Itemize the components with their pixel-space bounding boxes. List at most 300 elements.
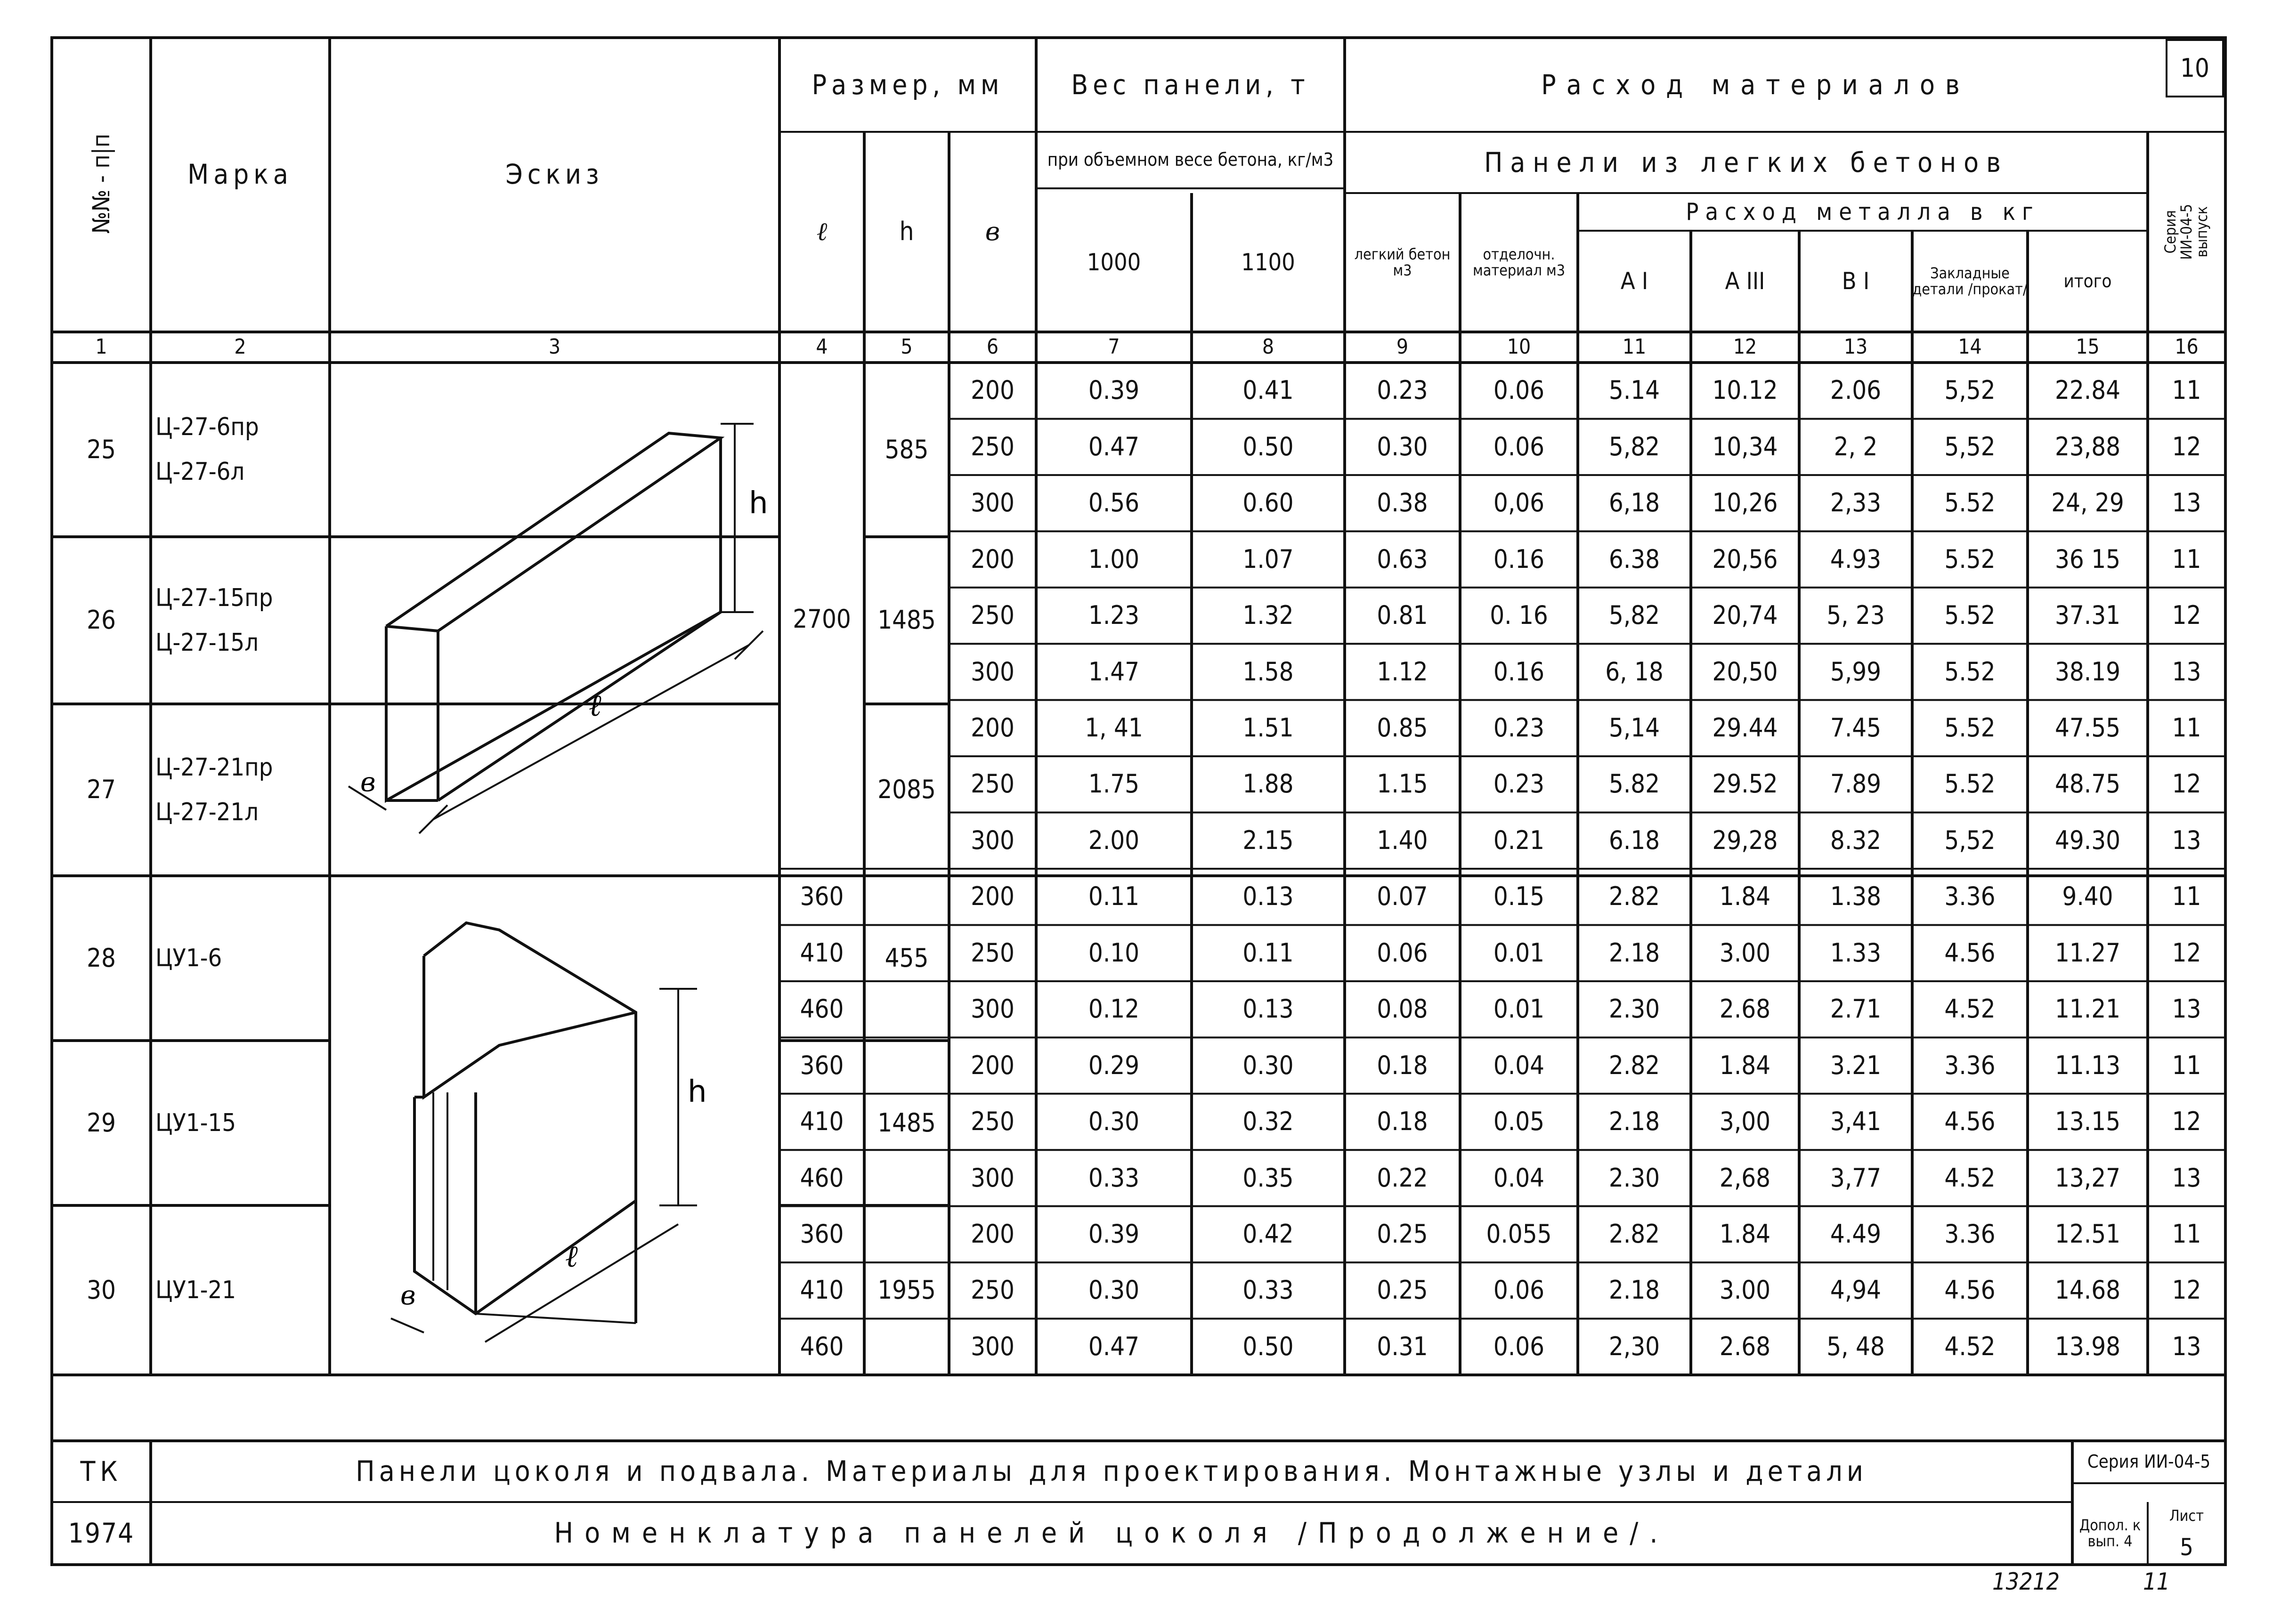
cell-l xyxy=(779,700,864,756)
column-number: 7 xyxy=(1108,335,1120,359)
cell-a3: 29,28 xyxy=(1712,825,1778,855)
cell-emb: 3.36 xyxy=(1944,881,1996,912)
cell-b: 300 xyxy=(971,656,1015,687)
cell-tot: 11.13 xyxy=(2054,1050,2121,1080)
cell-w2: 0.60 xyxy=(1242,488,1294,518)
cell-a3: 1.84 xyxy=(1719,1050,1771,1080)
cell-tot: 9.40 xyxy=(2062,881,2113,912)
cell-emb: 4.56 xyxy=(1944,1107,1996,1137)
cell-emb: 5.52 xyxy=(1944,656,1996,687)
cell-a1: 5.82 xyxy=(1608,769,1660,799)
sketch2-label-l: ℓ xyxy=(565,1239,578,1274)
cell-c: 0.06 xyxy=(1377,937,1428,968)
cell-f: 0.04 xyxy=(1493,1050,1545,1080)
cell-l: 460 xyxy=(800,1331,844,1361)
column-number: 9 xyxy=(1396,335,1409,359)
group-marks xyxy=(155,1205,325,1375)
cell-vyp: 11 xyxy=(2172,713,2201,743)
cell-emb: 5,52 xyxy=(1944,375,1996,405)
cell-f: 0.01 xyxy=(1493,937,1545,968)
cell-tot: 23,88 xyxy=(2054,431,2121,461)
cell-c: 0.63 xyxy=(1377,544,1428,574)
cell-w2: 0.35 xyxy=(1242,1163,1294,1193)
group-height: 455 xyxy=(885,943,929,973)
cell-w1: 0.47 xyxy=(1088,1331,1140,1361)
sketch2-label-b: в xyxy=(400,1280,416,1311)
group-height: 1485 xyxy=(877,605,936,635)
cell-b1: 3,41 xyxy=(1830,1107,1882,1137)
cell-a3: 20,50 xyxy=(1712,656,1778,687)
footer-tk: ТК xyxy=(80,1455,122,1487)
cell-w2: 0.42 xyxy=(1242,1219,1294,1249)
group-height: 585 xyxy=(885,434,929,464)
cell-a1: 5,82 xyxy=(1608,431,1660,461)
cell-w1: 0.39 xyxy=(1088,1219,1140,1249)
cell-w1: 1, 41 xyxy=(1085,713,1143,743)
cell-emb: 5,52 xyxy=(1944,431,1996,461)
cell-w1: 0.56 xyxy=(1088,488,1140,518)
stamp-mark: 11 xyxy=(2143,1568,2170,1595)
cell-f: 0.06 xyxy=(1493,375,1545,405)
group-number: 29 xyxy=(87,1107,116,1138)
cell-w1: 1.75 xyxy=(1088,769,1140,799)
cell-emb: 3.36 xyxy=(1944,1219,1996,1249)
cell-a1: 2.30 xyxy=(1608,1163,1660,1193)
mark-label: Ц-27-15пр xyxy=(155,583,273,612)
column-number: 14 xyxy=(1958,335,1982,359)
cell-emb: 5.52 xyxy=(1944,544,1996,574)
cell-f: 0.23 xyxy=(1493,713,1545,743)
cell-c: 0.31 xyxy=(1377,1331,1428,1361)
cell-vyp: 13 xyxy=(2172,1163,2201,1193)
cell-b1: 2, 2 xyxy=(1834,431,1878,461)
header-weight-sub: при объемном весе бетона, кг/м3 xyxy=(1047,149,1334,170)
cell-w1: 0.33 xyxy=(1088,1163,1140,1193)
cell-w2: 0.30 xyxy=(1242,1050,1294,1080)
column-number: 16 xyxy=(2175,335,2199,359)
column-number: 10 xyxy=(1507,335,1531,359)
cell-b: 250 xyxy=(971,937,1015,968)
header-consumption: Расход материалов xyxy=(1541,68,1970,101)
cell-w1: 0.39 xyxy=(1088,375,1140,405)
cell-f: 0.04 xyxy=(1493,1163,1545,1193)
mark-label: Ц-27-6пр xyxy=(155,413,259,442)
cell-b: 300 xyxy=(971,488,1015,518)
cell-emb: 4.52 xyxy=(1944,1331,1996,1361)
header-size: Размер, мм xyxy=(812,68,1004,101)
cell-a1: 2,30 xyxy=(1608,1331,1660,1361)
cell-emb: 4.56 xyxy=(1944,1275,1996,1305)
cell-f: 0.16 xyxy=(1493,656,1545,687)
column-number: 3 xyxy=(548,335,561,359)
cell-a1: 5.14 xyxy=(1608,375,1660,405)
header-embedded: Закладные детали /прокат/ xyxy=(1912,264,2028,298)
cell-vyp: 13 xyxy=(2172,656,2201,687)
header-series-text: Серия ИИ-04-5 выпуск xyxy=(2161,204,2211,260)
cell-emb: 5.52 xyxy=(1944,769,1996,799)
cell-vyp: 11 xyxy=(2172,881,2201,912)
cell-w1: 0.10 xyxy=(1088,937,1140,968)
cell-l: 460 xyxy=(800,1163,844,1193)
cell-w2: 2.15 xyxy=(1242,825,1294,855)
cell-vyp: 12 xyxy=(2172,1107,2201,1137)
cell-b1: 2,33 xyxy=(1830,488,1882,518)
cell-w1: 1.47 xyxy=(1088,656,1140,687)
header-a3: А III xyxy=(1725,267,1765,295)
cell-w1: 0.29 xyxy=(1088,1050,1140,1080)
cell-w2: 1.32 xyxy=(1242,600,1294,630)
cell-f: 0.16 xyxy=(1493,544,1545,574)
cell-tot: 36 15 xyxy=(2054,544,2121,574)
cell-w1: 0.30 xyxy=(1088,1107,1140,1137)
cell-c: 0.38 xyxy=(1377,488,1428,518)
cell-vyp: 13 xyxy=(2172,488,2201,518)
cell-b: 300 xyxy=(971,1331,1015,1361)
header-w1100: 1100 xyxy=(1241,249,1295,276)
cell-a3: 29.44 xyxy=(1712,713,1778,743)
cell-a1: 2.82 xyxy=(1608,1050,1660,1080)
cell-vyp: 13 xyxy=(2172,1331,2201,1361)
cell-b1: 4.93 xyxy=(1830,544,1882,574)
cell-b: 250 xyxy=(971,1275,1015,1305)
group-marks xyxy=(155,876,325,1041)
cell-f: 0.055 xyxy=(1486,1219,1552,1249)
cell-a1: 5,82 xyxy=(1608,600,1660,630)
sketch-label-h: h xyxy=(749,486,768,521)
mark-label: Ц-27-21пр xyxy=(155,753,273,782)
sheet-number: 10 xyxy=(2180,53,2209,83)
cell-w2: 0.13 xyxy=(1242,994,1294,1024)
cell-tot: 48.75 xyxy=(2054,769,2121,799)
cell-emb: 5,52 xyxy=(1944,825,1996,855)
cell-a1: 2.18 xyxy=(1608,1275,1660,1305)
cell-w2: 0.50 xyxy=(1242,1331,1294,1361)
cell-emb: 4.52 xyxy=(1944,1163,1996,1193)
header-l: ℓ xyxy=(816,217,828,247)
footer-year: 1974 xyxy=(68,1517,135,1550)
cell-a1: 2.82 xyxy=(1608,881,1660,912)
group-marks xyxy=(155,704,325,876)
cell-c: 0.85 xyxy=(1377,713,1428,743)
cell-a3: 1.84 xyxy=(1719,881,1771,912)
column-number: 11 xyxy=(1622,335,1647,359)
header-h: h xyxy=(899,217,914,247)
column-number: 6 xyxy=(986,335,999,359)
sketch-label-l: ℓ xyxy=(589,688,601,723)
cell-l xyxy=(779,419,864,475)
cell-b1: 7.89 xyxy=(1830,769,1882,799)
mark-label: Ц-27-6л xyxy=(155,458,245,486)
column-number: 8 xyxy=(1262,335,1274,359)
cell-l xyxy=(779,475,864,531)
header-total: итого xyxy=(2063,270,2112,291)
cell-b1: 4,94 xyxy=(1830,1275,1882,1305)
cell-w2: 0.32 xyxy=(1242,1107,1294,1137)
cell-b1: 1.33 xyxy=(1830,937,1882,968)
group-marks xyxy=(155,363,325,537)
cell-emb: 4.52 xyxy=(1944,994,1996,1024)
cell-l xyxy=(779,363,864,419)
cell-emb: 5.52 xyxy=(1944,488,1996,518)
cell-f: 0.15 xyxy=(1493,881,1545,912)
cell-c: 1.15 xyxy=(1377,769,1428,799)
cell-tot: 13,27 xyxy=(2054,1163,2121,1193)
cell-l xyxy=(779,644,864,700)
cell-b1: 5, 48 xyxy=(1826,1331,1885,1361)
cell-c: 0.22 xyxy=(1377,1163,1428,1193)
cell-tot: 37.31 xyxy=(2054,600,2121,630)
header-finish-material: отделочн. материал м3 xyxy=(1472,245,1566,279)
cell-c: 0.08 xyxy=(1377,994,1428,1024)
cell-b: 250 xyxy=(971,431,1015,461)
cell-tot: 13.98 xyxy=(2054,1331,2121,1361)
cell-vyp: 11 xyxy=(2172,1050,2201,1080)
cell-f: 0.06 xyxy=(1493,1331,1545,1361)
cell-c: 0.18 xyxy=(1377,1107,1428,1137)
cell-a1: 2.30 xyxy=(1608,994,1660,1024)
cell-b: 250 xyxy=(971,769,1015,799)
cell-a1: 6.18 xyxy=(1608,825,1660,855)
header-metal: Расход металла в кг xyxy=(1686,198,2040,226)
column-number: 2 xyxy=(234,335,246,359)
footer-sheet-label: Лист xyxy=(2169,1507,2204,1525)
cell-l: 410 xyxy=(800,1275,844,1305)
sketch2-label-h: h xyxy=(688,1075,707,1109)
cell-w2: 1.07 xyxy=(1242,544,1294,574)
cell-b1: 5,99 xyxy=(1830,656,1882,687)
cell-l: 410 xyxy=(800,1107,844,1137)
cell-emb: 5.52 xyxy=(1944,713,1996,743)
cell-b: 300 xyxy=(971,1163,1015,1193)
cell-c: 0.25 xyxy=(1377,1219,1428,1249)
cell-w2: 0.11 xyxy=(1242,937,1294,968)
cell-tot: 38.19 xyxy=(2054,656,2121,687)
drawing-sheet: h ℓ в h ℓ в 10 №№ - п|п Марка Эскиз Размер, мм ℓ h в Вес панели, т при объемном весе бетона, кг/м3 1000 1100 Расход материалов Панели из легких бетонов легкий бетон м3 отделочн. материал м3 Расход металла в кг А I А III В I Закладные детали /прокат/ итого Серия ИИ-04-5 выпуск 1 2 3 4 5 6 7 8 9 10 11 12 13 14 15 16 25 Ц-27-6пр Ц-27-6л 585 26 Ц-27-15пр Ц-27-15л 1485 27 Ц-27-21пр Ц-27-21л 2085 28 ЦУ1-6 455 29 ЦУ1-15 1485 30 ЦУ1-21 1955 2700 200 0.39 0.41 0.23 0.06 5.14 10.12 2.06 5,52 22.84 11 250 0.47 0.50 0.30 0.06 5,82 10,34 2, 2 5,52 23,88 12 300 0.56 0.60 0.38 0,06 6,18 10,26 2,33 5.52 24, 29 13 200 1.00 1.07 0.63 0.16 6.38 20,56 4.93 5.52 36 15 11 250 1.23 1.32 0.81 0. 16 5,82 20,74 5, 23 5.52 37.31 12 300 1.47 1.58 1.12 0.16 6, 18 20,50 5,99 5.52 38.19 13 200 1, 41 1.51 0.85 0.23 5,14 29.44 7.45 5.52 47.55 11 250 1.75 1.88 1.15 0.23 5.82 29.52 7.89 5.52 48.75 12 300 2.00 2.15 1.40 0.21 6.18 29,28 8.32 5,52 49.30 13 360 200 0.11 0.13 0.07 0.15 2.82 1.84 1.38 3.36 9.40 11 410 250 0.10 0.11 0.06 0.01 2.18 3.00 1.33 4.56 11.27 12 460 300 0.12 0.13 0.08 0.01 2.30 2.68 2.71 4.52 11.21 13 360 200 0.29 0.30 0.18 0.04 2.82 1.84 3.21 3.36 11.13 11 410 250 0.30 0.32 0.18 0.05 2.18 3,00 3,41 4.56 13.15 12 460 300 0.33 0.35 0.22 0.04 2.30 2,68 3,77 4.52 13,27 13 360 200 0.39 0.42 0.25 0.055 2.82 1.84 4.49 3.36 12.51 11 410 250 0.30 0.33 0.25 0.06 2.18 3.00 4,94 4.56 14.68 12 460 300 0.47 0.50 0.31 0.06 2,30 2.68 5, 48 4.52 13.98 13 ТК 1974 Панели цоколя и подвала. Материалы для проектирования. Монтажные узлы и детали Номенклатура панелей цоколя /Продолжение/. Серия ИИ-04-5 Допол. к вып. 4 Лист 5 13212 11 xyxy=(0,0,2281,1624)
column-number: 12 xyxy=(1733,335,1757,359)
footer-vyp: Допол. к вып. 4 xyxy=(2079,1516,2141,1550)
group-number: 27 xyxy=(87,775,116,805)
cell-c: 1.40 xyxy=(1377,825,1428,855)
cell-w2: 0.41 xyxy=(1242,375,1294,405)
header-b: в xyxy=(985,217,1000,247)
cell-tot: 13.15 xyxy=(2054,1107,2121,1137)
header-a1: А I xyxy=(1620,267,1648,295)
cell-l: 360 xyxy=(800,1050,844,1080)
sketch-label-b: в xyxy=(360,767,376,798)
cell-tot: 11.21 xyxy=(2054,994,2121,1024)
cell-c: 0.81 xyxy=(1377,600,1428,630)
cell-w1: 0.12 xyxy=(1088,994,1140,1024)
cell-emb: 3.36 xyxy=(1944,1050,1996,1080)
cell-w1: 0.11 xyxy=(1088,881,1140,912)
cell-l xyxy=(779,813,864,869)
cell-emb: 4.56 xyxy=(1944,937,1996,968)
column-number: 4 xyxy=(816,335,828,359)
cell-b: 200 xyxy=(971,881,1015,912)
cell-l xyxy=(779,531,864,587)
cell-tot: 14.68 xyxy=(2054,1275,2121,1305)
cell-vyp: 12 xyxy=(2172,1275,2201,1305)
cell-a3: 10,34 xyxy=(1712,431,1778,461)
cell-b1: 2.71 xyxy=(1830,994,1882,1024)
group-number: 26 xyxy=(87,605,116,635)
cell-w1: 0.30 xyxy=(1088,1275,1140,1305)
cell-a3: 10.12 xyxy=(1712,375,1778,405)
cell-b: 200 xyxy=(971,713,1015,743)
cell-a3: 3.00 xyxy=(1719,1275,1771,1305)
group-height: 2085 xyxy=(877,775,936,805)
header-mark: Марка xyxy=(187,158,293,190)
cell-vyp: 11 xyxy=(2172,544,2201,574)
cell-vyp: 13 xyxy=(2172,825,2201,855)
cell-f: 0.06 xyxy=(1493,431,1545,461)
group-marks xyxy=(155,1041,325,1205)
cell-b: 250 xyxy=(971,1107,1015,1137)
cell-b1: 4.49 xyxy=(1830,1219,1882,1249)
cell-w1: 1.23 xyxy=(1088,600,1140,630)
header-series xyxy=(2148,132,2225,332)
cell-b: 200 xyxy=(971,375,1015,405)
cell-f: 0.01 xyxy=(1493,994,1545,1024)
cell-emb: 5.52 xyxy=(1944,600,1996,630)
cell-b: 300 xyxy=(971,825,1015,855)
cell-a3: 20,74 xyxy=(1712,600,1778,630)
cell-b: 200 xyxy=(971,1219,1015,1249)
cell-vyp: 12 xyxy=(2172,431,2201,461)
cell-w2: 0.33 xyxy=(1242,1275,1294,1305)
cell-a1: 6.38 xyxy=(1608,544,1660,574)
cell-b: 200 xyxy=(971,1050,1015,1080)
header-sketch: Эскиз xyxy=(505,158,604,190)
cell-w1: 1.00 xyxy=(1088,544,1140,574)
column-number: 1 xyxy=(95,335,107,359)
mark-label: Ц-27-21л xyxy=(155,798,259,826)
header-light-concrete: легкий бетон м3 xyxy=(1354,245,1451,279)
mark-label: ЦУ1-21 xyxy=(155,1276,236,1304)
footer-title2: Номенклатура панелей цоколя /Продолжение/. xyxy=(554,1517,1669,1550)
cell-a1: 6,18 xyxy=(1608,488,1660,518)
cell-b1: 8.32 xyxy=(1830,825,1882,855)
cell-tot: 49.30 xyxy=(2054,825,2121,855)
cell-c: 0.18 xyxy=(1377,1050,1428,1080)
cell-a3: 2,68 xyxy=(1719,1163,1771,1193)
cell-tot: 24, 29 xyxy=(2051,488,2124,518)
cell-a1: 6, 18 xyxy=(1605,656,1664,687)
cell-f: 0.21 xyxy=(1493,825,1545,855)
sketch-flat-panel xyxy=(349,424,768,833)
cell-a3: 2.68 xyxy=(1719,1331,1771,1361)
cell-b: 250 xyxy=(971,600,1015,630)
cell-b1: 3,77 xyxy=(1830,1163,1882,1193)
header-b1: В I xyxy=(1842,267,1870,295)
cell-a3: 3.00 xyxy=(1719,937,1771,968)
cell-l xyxy=(779,756,864,812)
cell-l: 410 xyxy=(800,937,844,968)
cell-l: 360 xyxy=(800,1219,844,1249)
cell-l xyxy=(779,588,864,644)
group-number: 25 xyxy=(87,434,116,464)
header-panels-light: Панели из легких бетонов xyxy=(1484,146,2008,178)
column-number: 15 xyxy=(2076,335,2100,359)
footer-title1: Панели цоколя и подвала. Материалы для проектирования. Монтажные узлы и детали xyxy=(356,1454,1867,1488)
cell-l: 460 xyxy=(800,994,844,1024)
cell-vyp: 12 xyxy=(2172,600,2201,630)
cell-vyp: 12 xyxy=(2172,769,2201,799)
mark-label: ЦУ1-6 xyxy=(155,944,222,972)
cell-f: 0.05 xyxy=(1493,1107,1545,1137)
cell-f: 0,06 xyxy=(1493,488,1545,518)
cell-l: 360 xyxy=(800,881,844,912)
header-weight: Вес панели, т xyxy=(1071,68,1310,101)
cell-vyp: 11 xyxy=(2172,1219,2201,1249)
cell-b1: 2.06 xyxy=(1830,375,1882,405)
group-number: 30 xyxy=(87,1275,116,1305)
cell-w1: 0.47 xyxy=(1088,431,1140,461)
cell-w1: 2.00 xyxy=(1088,825,1140,855)
cell-a1: 2.18 xyxy=(1608,1107,1660,1137)
cell-f: 0. 16 xyxy=(1490,600,1548,630)
cell-a1: 2.82 xyxy=(1608,1219,1660,1249)
cell-a3: 29.52 xyxy=(1712,769,1778,799)
group-height: 1485 xyxy=(877,1107,936,1138)
cell-tot: 22.84 xyxy=(2054,375,2121,405)
footer-sheet-num: 5 xyxy=(2180,1534,2193,1561)
cell-vyp: 13 xyxy=(2172,994,2201,1024)
column-number: 13 xyxy=(1843,335,1868,359)
cell-a3: 2.68 xyxy=(1719,994,1771,1024)
sketch-corner-panel xyxy=(391,923,707,1342)
cell-b1: 1.38 xyxy=(1830,881,1882,912)
cell-b1: 7.45 xyxy=(1830,713,1882,743)
cell-c: 0.07 xyxy=(1377,881,1428,912)
cell-a3: 3,00 xyxy=(1719,1107,1771,1137)
cell-a1: 2.18 xyxy=(1608,937,1660,968)
cell-c: 0.23 xyxy=(1377,375,1428,405)
group-height: 1955 xyxy=(877,1275,936,1305)
footer-series: Серия ИИ-04-5 xyxy=(2087,1451,2211,1472)
cell-a3: 1.84 xyxy=(1719,1219,1771,1249)
header-w1000: 1000 xyxy=(1087,249,1141,276)
cell-c: 0.25 xyxy=(1377,1275,1428,1305)
cell-b: 300 xyxy=(971,994,1015,1024)
column-number: 5 xyxy=(901,335,913,359)
group-number: 28 xyxy=(87,943,116,973)
cell-w2: 1.58 xyxy=(1242,656,1294,687)
cell-a3: 10,26 xyxy=(1712,488,1778,518)
stamp-number: 13212 xyxy=(1992,1568,2060,1595)
shared-length: 2700 xyxy=(793,604,851,634)
cell-b1: 5, 23 xyxy=(1826,600,1885,630)
cell-c: 1.12 xyxy=(1377,656,1428,687)
cell-b: 200 xyxy=(971,544,1015,574)
cell-b1: 3.21 xyxy=(1830,1050,1882,1080)
cell-w2: 0.50 xyxy=(1242,431,1294,461)
cell-w2: 1.88 xyxy=(1242,769,1294,799)
cell-f: 0.06 xyxy=(1493,1275,1545,1305)
mark-label: Ц-27-15л xyxy=(155,628,259,657)
cell-tot: 12.51 xyxy=(2054,1219,2121,1249)
cell-a3: 20,56 xyxy=(1712,544,1778,574)
cell-vyp: 12 xyxy=(2172,937,2201,968)
cell-tot: 11.27 xyxy=(2054,937,2121,968)
cell-w2: 0.13 xyxy=(1242,881,1294,912)
mark-label: ЦУ1-15 xyxy=(155,1108,236,1137)
cell-tot: 47.55 xyxy=(2054,713,2121,743)
cell-f: 0.23 xyxy=(1493,769,1545,799)
cell-c: 0.30 xyxy=(1377,431,1428,461)
cell-vyp: 11 xyxy=(2172,375,2201,405)
cell-a1: 5,14 xyxy=(1608,713,1660,743)
